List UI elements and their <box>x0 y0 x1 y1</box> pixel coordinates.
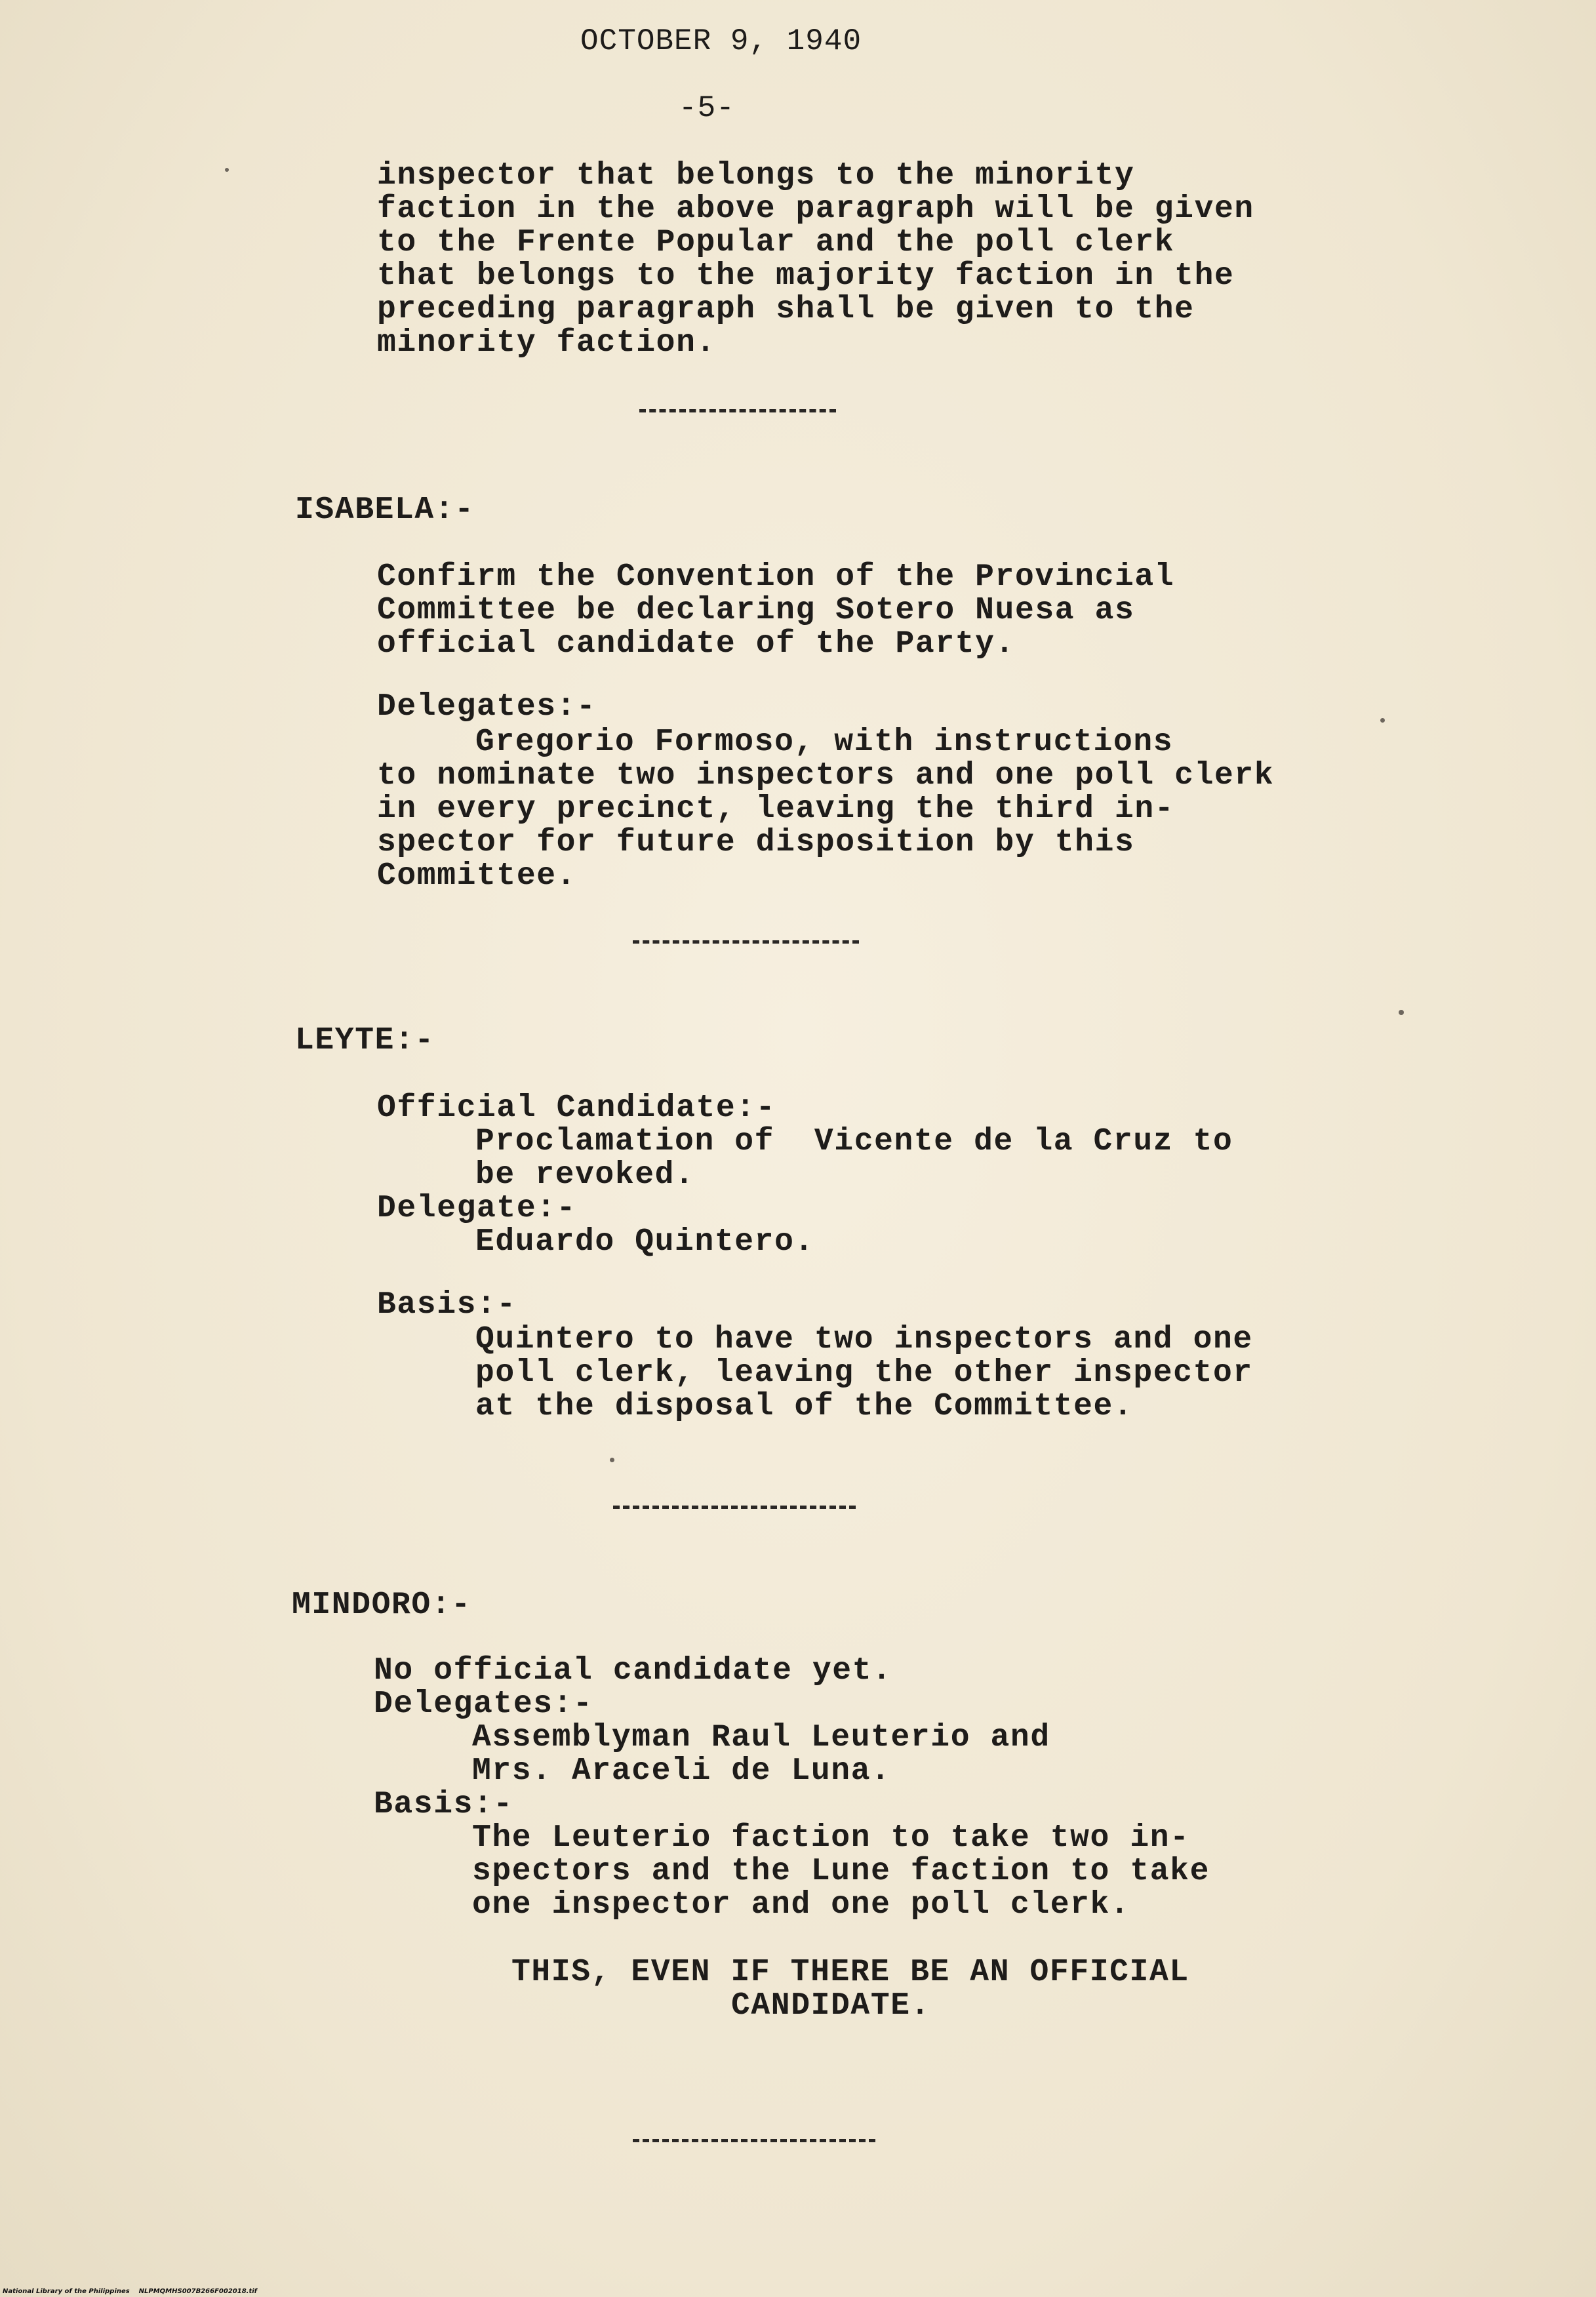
leyte-basis-line: poll clerk, leaving the other inspector <box>475 1355 1253 1391</box>
isabela-delegates-line: spector for future disposition by this <box>377 825 1135 860</box>
mindoro-delegates-line: Mrs. Araceli de Luna. <box>472 1753 891 1789</box>
mindoro-basis-line: spectors and the Lune faction to take <box>472 1854 1210 1889</box>
section-separator <box>633 940 859 944</box>
leyte-basis-line: at the disposal of the Committee. <box>475 1389 1134 1424</box>
mindoro-delegates-label: Delegates:- <box>374 1687 593 1722</box>
intro-line: faction in the above paragraph will be given <box>377 191 1254 227</box>
archive-footer: National Library of the Philippines NLPMQMHS007B266F002018.tif <box>3 2288 258 2295</box>
mindoro-note-line: THIS, EVEN IF THERE BE AN OFFICIAL <box>511 1955 1189 1990</box>
leyte-candidate-line: Proclamation of Vicente de la Cruz to <box>475 1124 1233 1159</box>
paper-speck <box>225 168 229 172</box>
isabela-delegates-line: in every precinct, leaving the third in- <box>377 791 1175 827</box>
isabela-delegates-label: Delegates:- <box>377 689 597 725</box>
leyte-delegate-name: Eduardo Quintero. <box>475 1224 814 1260</box>
paper-speck <box>610 1458 614 1462</box>
isabela-confirm-line: Confirm the Convention of the Provincial <box>377 559 1175 595</box>
section-heading-leyte: LEYTE:- <box>295 1023 435 1058</box>
isabela-delegates-line: Committee. <box>377 858 577 894</box>
page-number: -5- <box>679 91 735 125</box>
mindoro-basis-line: one inspector and one poll clerk. <box>472 1887 1130 1923</box>
mindoro-delegates-line: Assemblyman Raul Leuterio and <box>472 1720 1050 1755</box>
intro-line: minority faction. <box>377 325 716 361</box>
mindoro-note-line: CANDIDATE. <box>731 1988 931 2024</box>
paper-speck <box>1380 718 1385 723</box>
leyte-delegate-label: Delegate:- <box>377 1191 577 1226</box>
isabela-confirm-line: official candidate of the Party. <box>377 626 1015 662</box>
section-separator <box>613 1506 856 1509</box>
document-date: OCTOBER 9, 1940 <box>580 24 862 58</box>
section-heading-isabela: ISABELA:- <box>295 492 475 528</box>
intro-line: to the Frente Popular and the poll clerk <box>377 225 1175 260</box>
isabela-delegates-line: to nominate two inspectors and one poll clerk <box>377 758 1275 793</box>
mindoro-status: No official candidate yet. <box>374 1653 892 1688</box>
section-separator <box>633 2139 875 2142</box>
intro-line: that belongs to the majority faction in the <box>377 258 1235 294</box>
isabela-confirm-line: Committee be declaring Sotero Nuesa as <box>377 593 1135 628</box>
section-heading-mindoro: MINDORO:- <box>292 1588 471 1623</box>
intro-line: inspector that belongs to the minority <box>377 158 1135 193</box>
mindoro-basis-label: Basis:- <box>374 1787 513 1822</box>
leyte-basis-line: Quintero to have two inspectors and one <box>475 1322 1253 1357</box>
leyte-candidate-line: be revoked. <box>475 1157 695 1193</box>
section-separator <box>639 409 836 412</box>
leyte-basis-label: Basis:- <box>377 1287 517 1323</box>
leyte-candidate-label: Official Candidate:- <box>377 1090 776 1126</box>
intro-line: preceding paragraph shall be given to the <box>377 292 1195 327</box>
paper-speck <box>1399 1010 1404 1015</box>
isabela-delegates-line: Gregorio Formoso, with instructions <box>475 725 1174 760</box>
mindoro-basis-line: The Leuterio faction to take two in- <box>472 1820 1190 1856</box>
